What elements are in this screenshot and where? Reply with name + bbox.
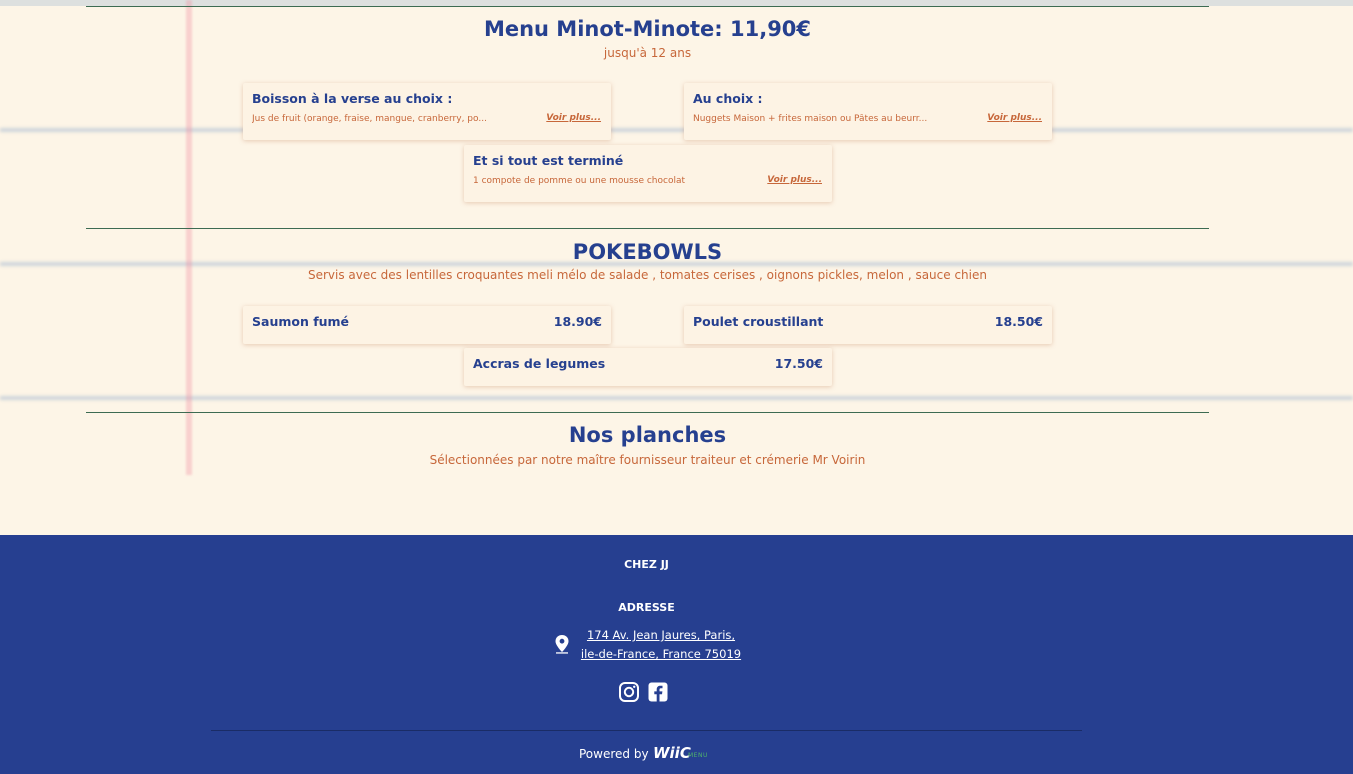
section-divider	[86, 6, 1209, 7]
section-divider	[86, 228, 1209, 229]
item-price: 18.90€	[553, 314, 602, 329]
address-label: ADRESSE	[618, 601, 675, 614]
item-title: Accras de legumes	[473, 356, 606, 371]
address-line: 174 Av. Jean Jaures, Paris,	[586, 628, 736, 642]
item-price: 17.50€	[774, 356, 823, 371]
background-stripe	[186, 0, 192, 475]
see-more-link[interactable]: Voir plus...	[546, 113, 601, 123]
section-divider	[86, 412, 1209, 413]
see-more-link[interactable]: Voir plus...	[987, 113, 1042, 123]
item-title: Poulet croustillant	[693, 314, 824, 329]
facebook-icon[interactable]	[647, 681, 669, 703]
section-subtitle: jusqu'à 12 ans	[603, 46, 692, 60]
item-title: Au choix :	[693, 91, 763, 106]
item-title: Saumon fumé	[252, 314, 350, 329]
restaurant-name: CHEZ JJ	[624, 558, 669, 571]
section-subtitle: Sélectionnées par notre maître fournisseur traiteur et crémerie Mr Voirin	[429, 453, 866, 467]
background-stripe	[0, 396, 1353, 400]
menu-item-card[interactable]	[243, 83, 611, 140]
section-title: Menu Minot-Minote: 11,90€	[483, 17, 812, 41]
menu-item-card[interactable]	[464, 348, 832, 386]
section-title: Nos planches	[568, 423, 727, 447]
item-description: Jus de fruit (orange, fraise, mangue, cranberry, po...	[252, 114, 487, 124]
item-description: 1 compote de pomme ou une mousse chocolat	[473, 176, 686, 186]
menu-item-card[interactable]	[684, 306, 1052, 344]
item-title: Boisson à la verse au choix :	[252, 91, 453, 106]
menu-item-card[interactable]	[243, 306, 611, 344]
item-title: Et si tout est terminé	[473, 153, 624, 168]
item-description: Nuggets Maison + frites maison ou Pâtes au beurr...	[693, 114, 928, 124]
powered-by-label: Powered by	[579, 747, 649, 761]
address-link[interactable]	[578, 626, 744, 664]
item-price: 18.50€	[994, 314, 1043, 329]
background-stripe	[0, 128, 1353, 132]
section-subtitle: Servis avec des lentilles croquantes meli mélo de salade , tomates cerises , oignons pickles, melon , sauce chien	[307, 268, 987, 282]
menu-item-card[interactable]	[684, 83, 1052, 140]
footer-divider	[211, 730, 1082, 731]
address-line: ile-de-France, France 75019	[580, 647, 742, 661]
section-title: POKEBOWLS	[572, 240, 723, 264]
see-more-link[interactable]: Voir plus...	[767, 175, 822, 185]
location-pin-icon	[554, 634, 570, 654]
wiic-logo-subtext: MENU	[688, 752, 708, 759]
footer	[0, 535, 1353, 774]
menu-item-card[interactable]	[464, 145, 832, 202]
instagram-icon[interactable]	[618, 681, 640, 703]
wiic-logo[interactable]: WiiC	[653, 744, 691, 762]
